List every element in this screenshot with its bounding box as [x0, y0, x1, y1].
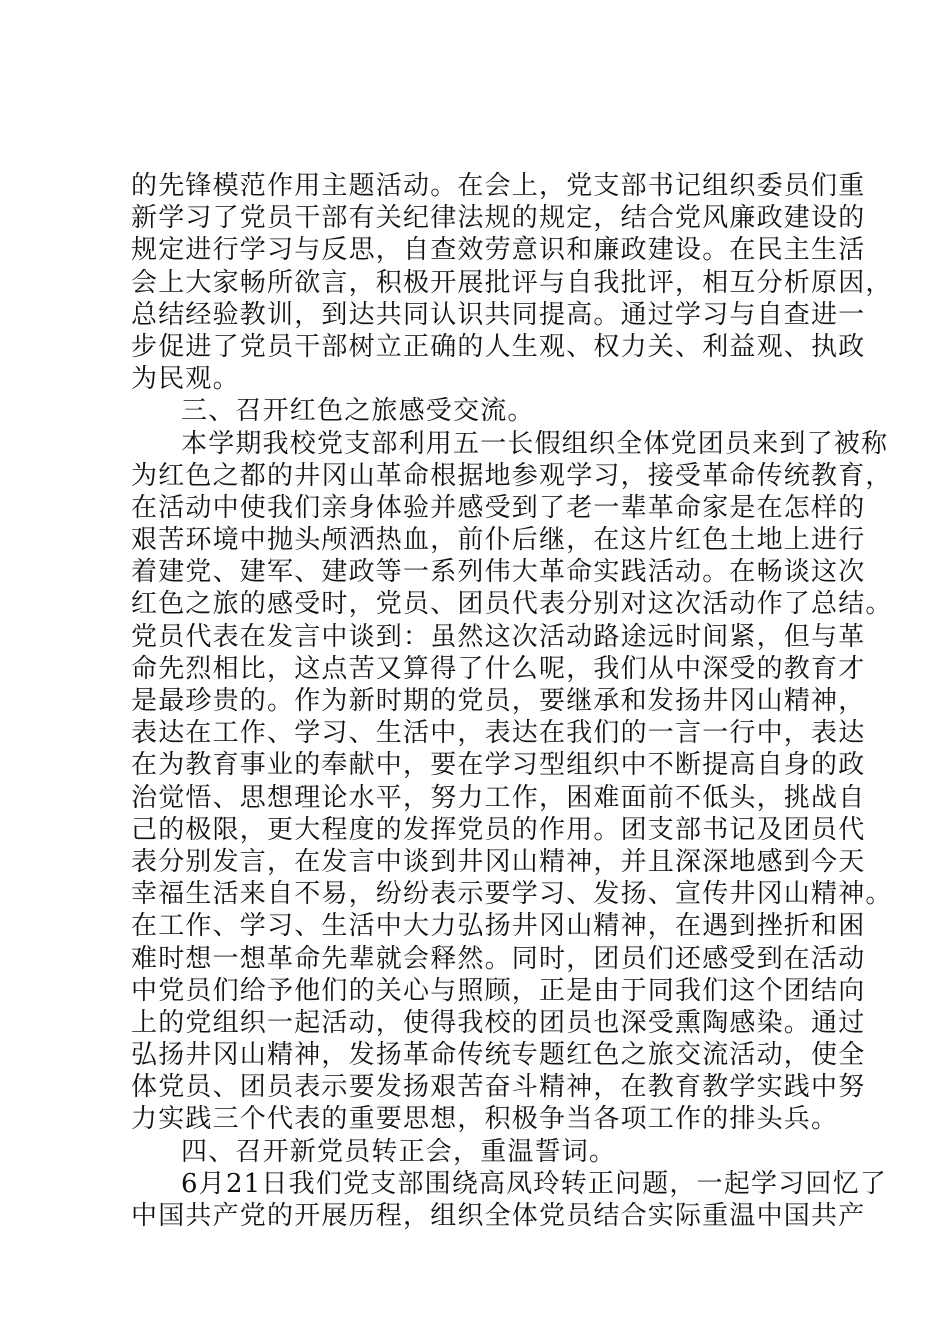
paragraph-start: 本学期我校党支部利用五一长假组织全体党团员来到了被称: [181, 428, 889, 459]
text-line: 在为教育事业的奉献中，要在学习型组织中不断提高自身的政: [131, 750, 866, 781]
text-line: 力实践三个代表的重要思想，积极争当各项工作的排头兵。: [131, 1104, 839, 1135]
text-line: 新学习了党员干部有关纪律法规的规定，结合党风廉政建设的: [131, 203, 866, 234]
paragraph-start: 6月21日我们党支部围绕高凤玲转正问题，一起学习回忆了: [181, 1168, 888, 1199]
text-line: 为民观。: [131, 364, 240, 395]
text-line: 上的党组织一起活动，使得我校的团员也深受熏陶感染。通过: [131, 1007, 866, 1038]
body-text: [131, 170, 893, 1232]
text-line: 着建党、建军、建政等一系列伟大革命实践活动。在畅谈这次: [131, 557, 866, 588]
text-line: 表达在工作、学习、生活中，表达在我们的一言一行中，表达: [131, 718, 866, 749]
text-line: 总结经验教训，到达共同认识共同提高。通过学习与自查进一: [131, 299, 866, 330]
text-line: 在工作、学习、生活中大力弘扬井冈山精神，在遇到挫折和困: [131, 911, 866, 942]
text-line: 的先锋模范作用主题活动。在会上，党支部书记组织委员们重: [131, 171, 866, 201]
text-line: 步促进了党员干部树立正确的人生观、权力关、利益观、执政: [131, 331, 866, 362]
text-line: 是最珍贵的。作为新时期的党员，要继承和发扬井冈山精神，: [131, 686, 866, 716]
text-line: 艰苦环境中抛头颅洒热血，前仆后继，在这片红色土地上进行: [131, 525, 866, 556]
text-line: 弘扬井冈山精神，发扬革命传统专题红色之旅交流活动，使全: [131, 1040, 866, 1071]
text-line: 难时想一想革命先辈就会释然。同时，团员们还感受到在活动: [131, 943, 866, 974]
text-line: 中党员们给予他们的关心与照顾，正是由于同我们这个团结向: [131, 975, 866, 1006]
text-line: 规定进行学习与反思，自查效劳意识和廉政建设。在民主生活: [131, 235, 866, 266]
text-line: 表分别发言，在发言中谈到井冈山精神，并且深深地感到今天: [131, 846, 866, 877]
text-line: 命先烈相比，这点苦又算得了什么呢，我们从中深受的教育才: [131, 653, 866, 684]
text-line: 红色之旅的感受时，党员、团员代表分别对这次活动作了总结。: [131, 589, 893, 620]
text-line: 中国共产党的开展历程，组织全体党员结合实际重温中国共产: [131, 1201, 866, 1231]
section-heading-4: 四、召开新党员转正会，重温誓词。: [181, 1136, 617, 1167]
text-line: 在活动中使我们亲身体验并感受到了老一辈革命家是在怎样的: [131, 492, 866, 523]
text-line: 治觉悟、思想理论水平，努力工作，困难面前不低头，挑战自: [131, 782, 866, 813]
text-line: 体党员、团员表示要发扬艰苦奋斗精神，在教育教学实践中努: [131, 1072, 866, 1103]
text-line: 己的极限，更大程度的发挥党员的作用。团支部书记及团员代: [131, 814, 866, 845]
text-line: 党员代表在发言中谈到：虽然这次活动路途远时间紧，但与革: [131, 621, 866, 652]
text-line: 幸福生活来自不易，纷纷表示要学习、发扬、宣传井冈山精神。: [131, 879, 893, 910]
section-heading-3: 三、召开红色之旅感受交流。: [181, 396, 535, 427]
text-line: 为红色之都的井冈山革命根据地参观学习，接受革命传统教育，: [131, 460, 893, 491]
text-line: 会上大家畅所欲言，积极开展批评与自我批评，相互分析原因，: [131, 267, 893, 298]
